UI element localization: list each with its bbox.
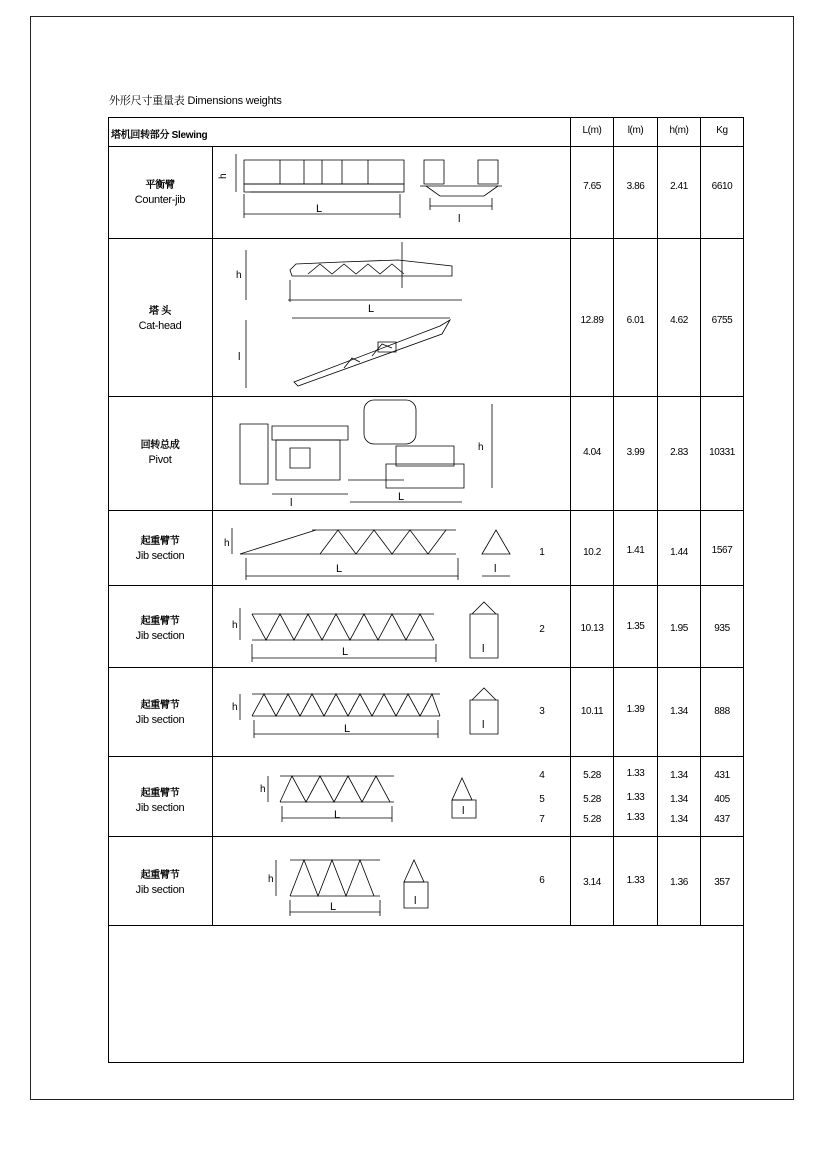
page-title: 外形尺寸重量表 Dimensions weights [109, 95, 282, 107]
value-kg: 1567 [711, 545, 733, 556]
value-h: 1.34 [670, 814, 688, 825]
row-divider [109, 667, 743, 668]
value-kg: 935 [714, 623, 730, 634]
value-l: 3.86 [626, 181, 645, 192]
row-name-jib-section-4-5-7: 起重臂节 Jib section [135, 788, 185, 814]
dim-L-label: L [344, 723, 351, 735]
value-L: 4.04 [583, 447, 601, 458]
value-l: 1.41 [626, 545, 645, 556]
jib-section-1-drawing [220, 520, 520, 582]
value-l: 1.35 [626, 621, 645, 632]
dim-L-label: L [398, 491, 405, 503]
value-kg: 6610 [711, 181, 733, 192]
value-L: 5.28 [583, 794, 601, 805]
section-index: 2 [539, 624, 545, 635]
section-index: 4 [539, 770, 545, 781]
col-divider-l [613, 118, 614, 926]
section-index: 5 [539, 794, 545, 805]
value-h: 1.34 [670, 794, 688, 805]
value-l: 1.33 [626, 812, 645, 823]
jib-section-3-drawing [228, 686, 508, 746]
section-index: 1 [539, 547, 545, 558]
value-l: 3.99 [626, 447, 645, 458]
section-header: 塔机回转部分 Slewing [111, 130, 208, 141]
col-divider-name [212, 146, 213, 926]
value-L: 10.13 [580, 623, 604, 634]
dim-h-label: h [232, 620, 238, 631]
dim-h-label: h [236, 270, 242, 281]
row-divider [109, 238, 743, 239]
col-header-h: h(m) [669, 125, 689, 136]
value-l: 1.33 [626, 792, 645, 803]
dim-l-label: l [482, 643, 485, 655]
dim-l-label: l [458, 213, 461, 225]
dim-h-label: h [478, 442, 484, 453]
dim-l-label: l [462, 805, 465, 817]
value-L: 10.2 [583, 547, 601, 558]
dim-h-label: h [218, 173, 229, 179]
value-kg: 431 [714, 770, 730, 781]
value-h: 1.34 [670, 770, 688, 781]
dim-l-label: l [414, 895, 417, 907]
row-name-cat-head: 塔 头 Cat-head [138, 306, 182, 332]
value-h: 4.62 [670, 315, 688, 326]
dim-L-label: L [342, 646, 349, 658]
col-header-L: L(m) [582, 125, 602, 136]
dim-h-label: h [260, 784, 266, 795]
value-L: 5.28 [583, 770, 601, 781]
dim-l-label: l [238, 351, 241, 363]
dim-h-label: h [232, 702, 238, 713]
pivot-drawing [236, 396, 500, 508]
row-name-jib-section-2: 起重臂节 Jib section [135, 616, 185, 642]
col-header-kg: Kg [716, 125, 728, 136]
row-divider [109, 836, 743, 837]
row-name-jib-section-6: 起重臂节 Jib section [135, 870, 185, 896]
dim-L-label: L [316, 203, 323, 215]
value-h: 2.41 [670, 181, 688, 192]
dim-L-label: L [336, 563, 343, 575]
dim-L-label: L [334, 809, 341, 821]
dim-h-label: h [268, 874, 274, 885]
value-L: 3.14 [583, 877, 601, 888]
dim-h-label: h [224, 538, 230, 549]
value-kg: 405 [714, 794, 730, 805]
dim-l-label: l [494, 563, 497, 575]
jib-section-6-drawing [264, 852, 444, 918]
value-L: 7.65 [583, 181, 601, 192]
value-h: 1.34 [670, 706, 688, 717]
row-divider [109, 585, 743, 586]
dim-l-label: l [290, 497, 293, 509]
section-index: 6 [539, 875, 545, 886]
row-divider [109, 510, 743, 511]
dim-L-label: L [330, 901, 337, 913]
value-L: 10.11 [580, 706, 604, 717]
section-index: 3 [539, 706, 545, 717]
value-l: 1.33 [626, 768, 645, 779]
value-h: 1.44 [670, 547, 688, 558]
row-divider [109, 146, 743, 147]
value-kg: 357 [714, 877, 730, 888]
row-name-pivot: 回转总成 Pivot [140, 440, 180, 466]
value-l: 1.33 [626, 875, 645, 886]
value-L: 5.28 [583, 814, 601, 825]
row-name-counter-jib: 平衡臂 Counter-jib [134, 180, 186, 206]
value-kg: 10331 [709, 447, 735, 458]
col-header-l: l(m) [627, 125, 644, 136]
value-kg: 6755 [711, 315, 733, 326]
row-divider [109, 756, 743, 757]
row-name-jib-section-3: 起重臂节 Jib section [135, 700, 185, 726]
value-h: 1.95 [670, 623, 688, 634]
row-name-jib-section-1: 起重臂节 Jib section [135, 536, 185, 562]
value-h: 1.36 [670, 877, 688, 888]
cat-head-drawing [232, 240, 460, 390]
value-h: 2.83 [670, 447, 688, 458]
jib-section-4-5-7-drawing [256, 770, 486, 826]
dim-l-label: l [482, 719, 485, 731]
value-l: 6.01 [626, 315, 645, 326]
value-l: 1.39 [626, 704, 645, 715]
counter-jib-drawing [220, 150, 460, 230]
section-index: 7 [539, 814, 545, 825]
value-kg: 888 [714, 706, 730, 717]
value-L: 12.89 [580, 315, 604, 326]
dim-L-label: L [368, 303, 375, 315]
value-kg: 437 [714, 814, 730, 825]
jib-section-2-drawing [228, 600, 508, 664]
row-divider [109, 925, 743, 926]
